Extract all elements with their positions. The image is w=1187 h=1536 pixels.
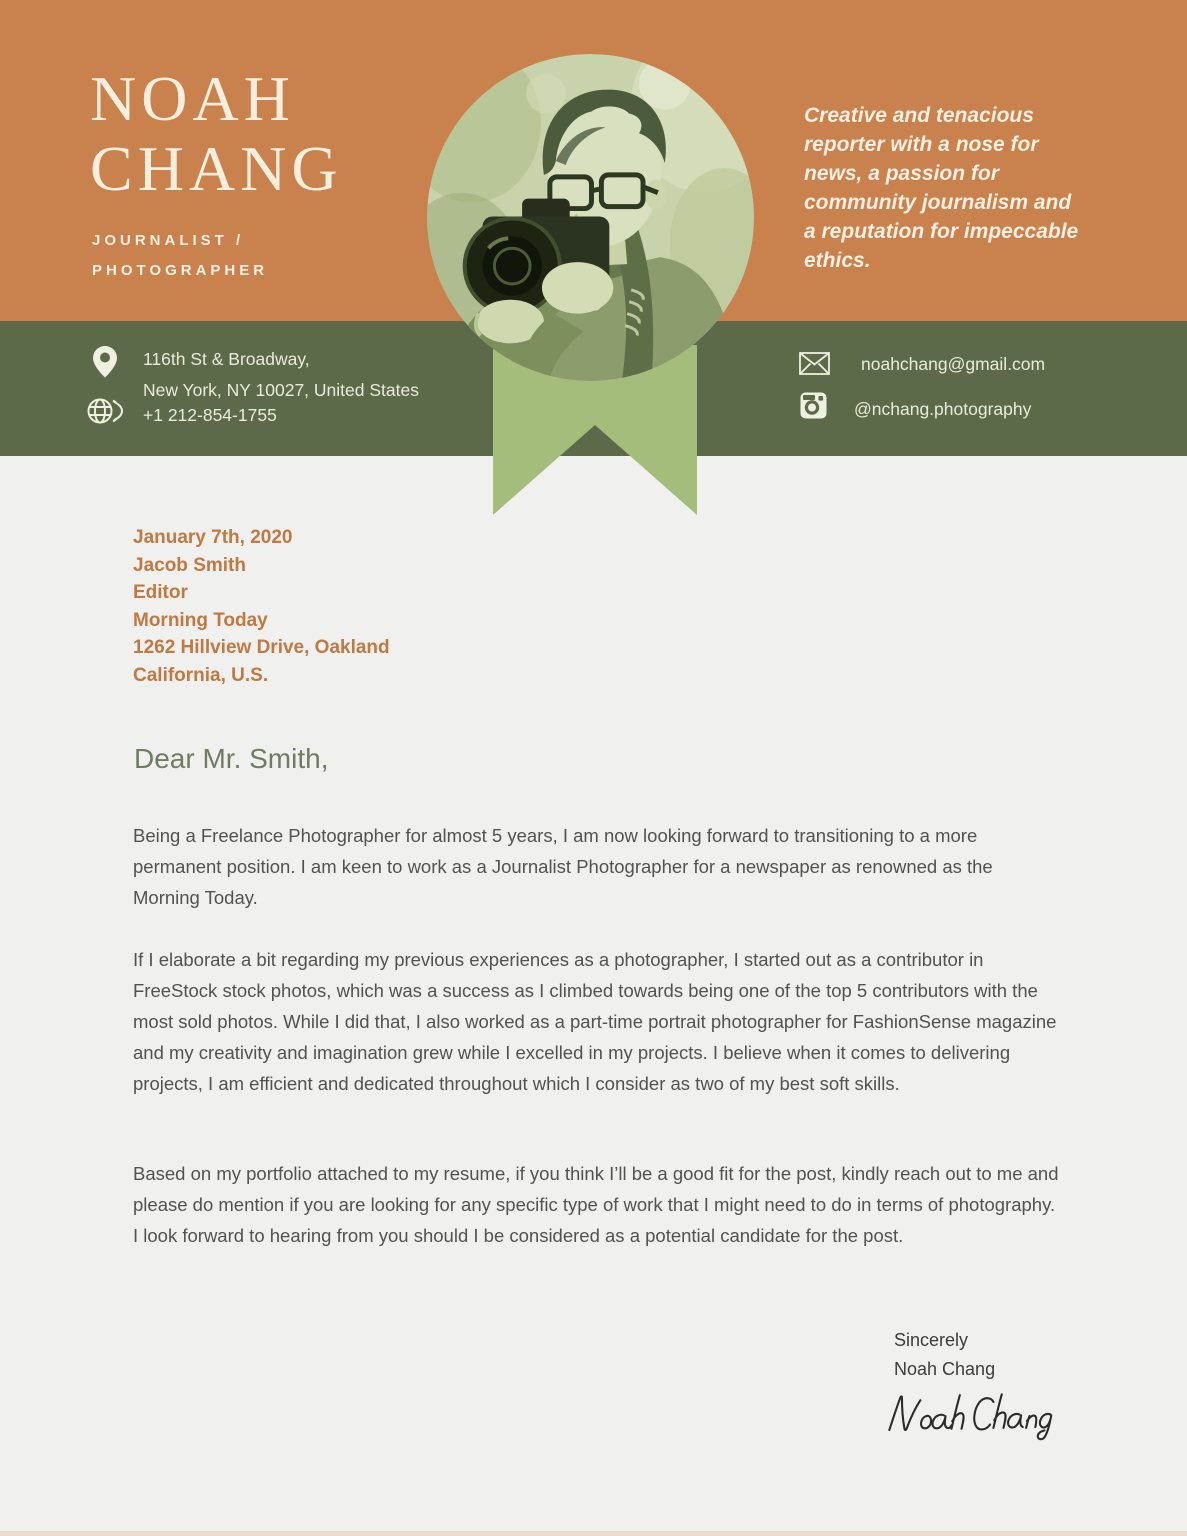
- recipient-address-1: 1262 Hillview Drive, Oakland: [133, 637, 390, 659]
- letter-date: January 7th, 2020: [133, 527, 293, 548]
- instagram-handle: @nchang.photography: [854, 399, 1032, 419]
- person-name: [90, 64, 343, 204]
- closing-sincerely: Sincerely: [894, 1330, 969, 1350]
- name-line-2: CHANG: [90, 133, 343, 204]
- envelope-icon: [799, 352, 830, 375]
- role-title: [92, 226, 268, 286]
- address-line-2: New York, NY 10027, United States: [143, 379, 419, 400]
- role-line-1: JOURNALIST /: [92, 232, 245, 249]
- photographer-illustration: [427, 54, 754, 381]
- portrait-photo: [427, 54, 754, 381]
- address-block: [143, 344, 419, 405]
- body-paragraph-2: If I elaborate a bit regarding my previous experiences as a photographer, I started out as a contributor in FreeStock stock photos, which was a success as I climbed towards being one of the top 5 contributors with the most sold photos. While I did that, I also worked as a part-time portrait photographer for FashionSense magazine and my creativity and imagination grew while I excelled in my projects. I believe when it comes to delivering projects, I am efficient and dedicated throughout which I consider as two of my best soft skills.: [133, 949, 1057, 1094]
- salutation: Dear Mr. Smith,: [134, 743, 329, 774]
- recipient-title: Editor: [133, 582, 188, 604]
- recipient-name: Jacob Smith: [133, 554, 246, 576]
- recipient-company: Morning Today: [133, 609, 268, 631]
- name-line-1: NOAH: [90, 63, 295, 134]
- phone-number: +1 212-854-1755: [143, 405, 277, 425]
- address-line-1: 116th St & Broadway,: [143, 349, 310, 369]
- role-line-2: PHOTOGRAPHER: [92, 262, 269, 279]
- body-paragraph-1: Being a Freelance Photographer for almost 5 years, I am now looking forward to transitioning to a more permanent position. I am keen to work as a Journalist Photographer for a newspaper as renowned as the Morning Today.: [133, 825, 993, 908]
- tagline: Creative and tenacious reporter with a nose for news, a passion for community journalism and a reputation for impeccable ethics.: [804, 104, 1079, 272]
- instagram-icon: [800, 392, 827, 419]
- recipient-address-2: California, U.S.: [133, 664, 269, 686]
- signature: [886, 1390, 1058, 1452]
- closing-name: Noah Chang: [894, 1359, 996, 1379]
- closing-block: [894, 1326, 995, 1384]
- body-paragraph-3: Based on my portfolio attached to my resume, if you think I’ll be a good fit for the post, kindly reach out to me and please do mention if you are looking for any specific type of work that I might need to do in terms of photography. I look forward to hearing from you should I be considered as a potential candidate for the post.: [133, 1163, 1059, 1246]
- location-pin-icon: [92, 345, 118, 379]
- globe-phone-icon: [86, 396, 126, 426]
- page-bottom-edge: [0, 1531, 1187, 1536]
- email-address: noahchang@gmail.com: [861, 354, 1046, 374]
- recipient-block: [133, 524, 390, 690]
- signature-stroke: [886, 1390, 1058, 1449]
